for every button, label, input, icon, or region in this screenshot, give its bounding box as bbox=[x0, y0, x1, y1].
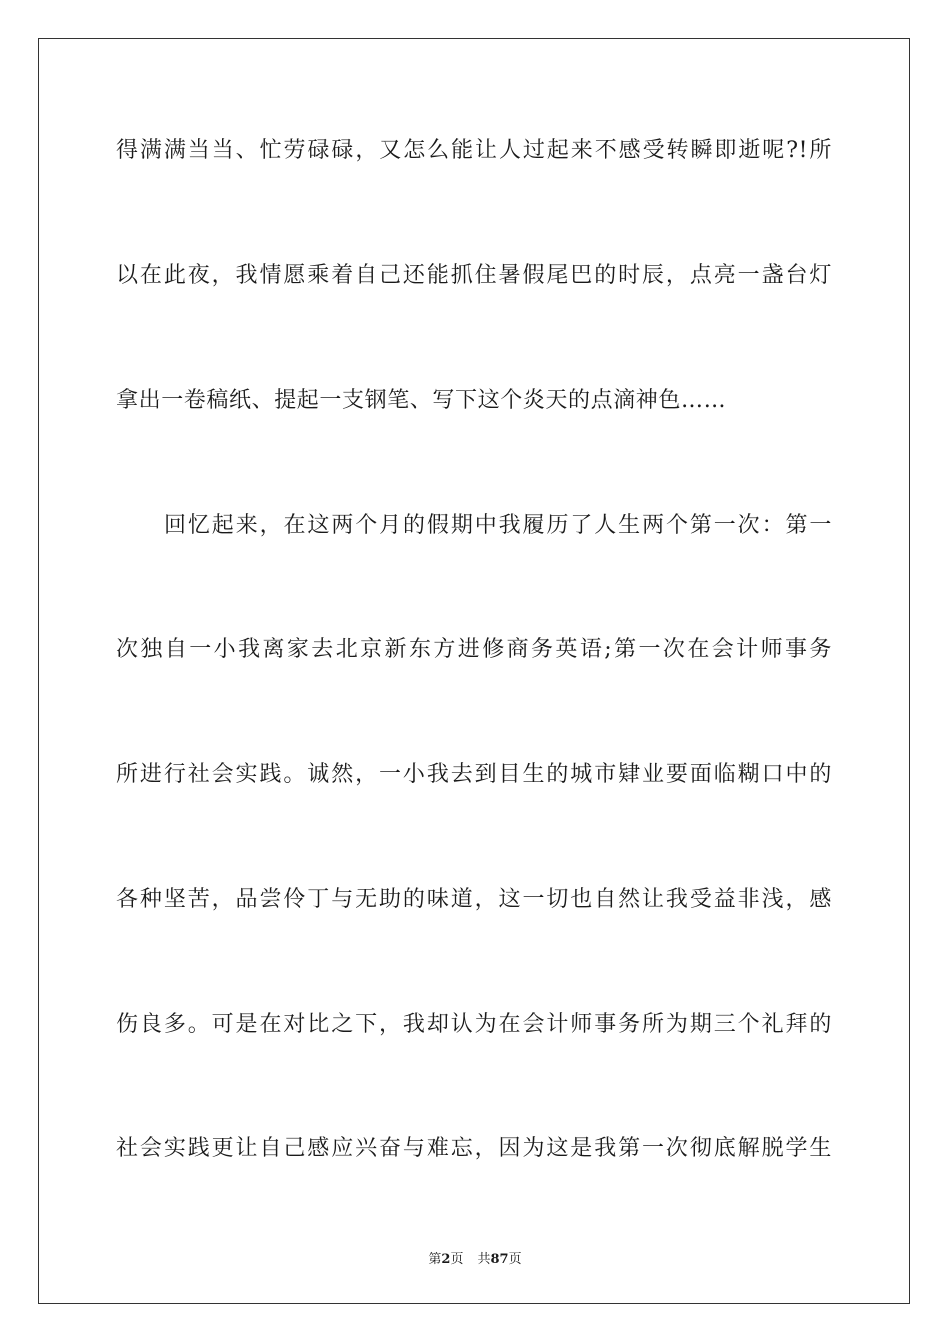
text-line-6: 所进行社会实践。诚然，一小我去到目生的城市肄业要面临糊口中的 bbox=[116, 762, 832, 787]
text-line-1: 得满满当当、忙劳碌碌，又怎么能让人过起来不感受转瞬即逝呢?!所 bbox=[116, 138, 832, 163]
text-line-2: 以在此夜，我情愿乘着自己还能抓住暑假尾巴的时辰，点亮一盏台灯 bbox=[116, 263, 832, 288]
page-prefix: 第 bbox=[428, 1252, 442, 1267]
page-border bbox=[38, 38, 910, 1304]
total-suffix: 页 bbox=[508, 1252, 522, 1267]
total-prefix: 共 bbox=[477, 1252, 491, 1267]
text-line-4: 回忆起来，在这两个月的假期中我履历了人生两个第一次：第一 bbox=[164, 513, 832, 538]
text-line-5: 次独自一小我离家去北京新东方进修商务英语;第一次在会计师事务 bbox=[116, 637, 832, 662]
text-line-9: 社会实践更让自己感应兴奋与难忘，因为这是我第一次彻底解脱学生 bbox=[116, 1136, 832, 1161]
total-pages: 87 bbox=[490, 1252, 509, 1267]
text-line-3: 拿出一卷稿纸、提起一支钢笔、写下这个炎天的点滴神色…… bbox=[116, 388, 727, 413]
text-line-7: 各种坚苦，品尝伶丁与无助的味道，这一切也自然让我受益非浅，感 bbox=[116, 887, 832, 912]
text-line-8: 伤良多。可是在对比之下，我却认为在会计师事务所为期三个礼拜的 bbox=[116, 1012, 832, 1037]
page-suffix: 页 bbox=[450, 1252, 464, 1267]
page-number: 2 bbox=[441, 1252, 451, 1267]
page-footer bbox=[0, 1248, 950, 1267]
